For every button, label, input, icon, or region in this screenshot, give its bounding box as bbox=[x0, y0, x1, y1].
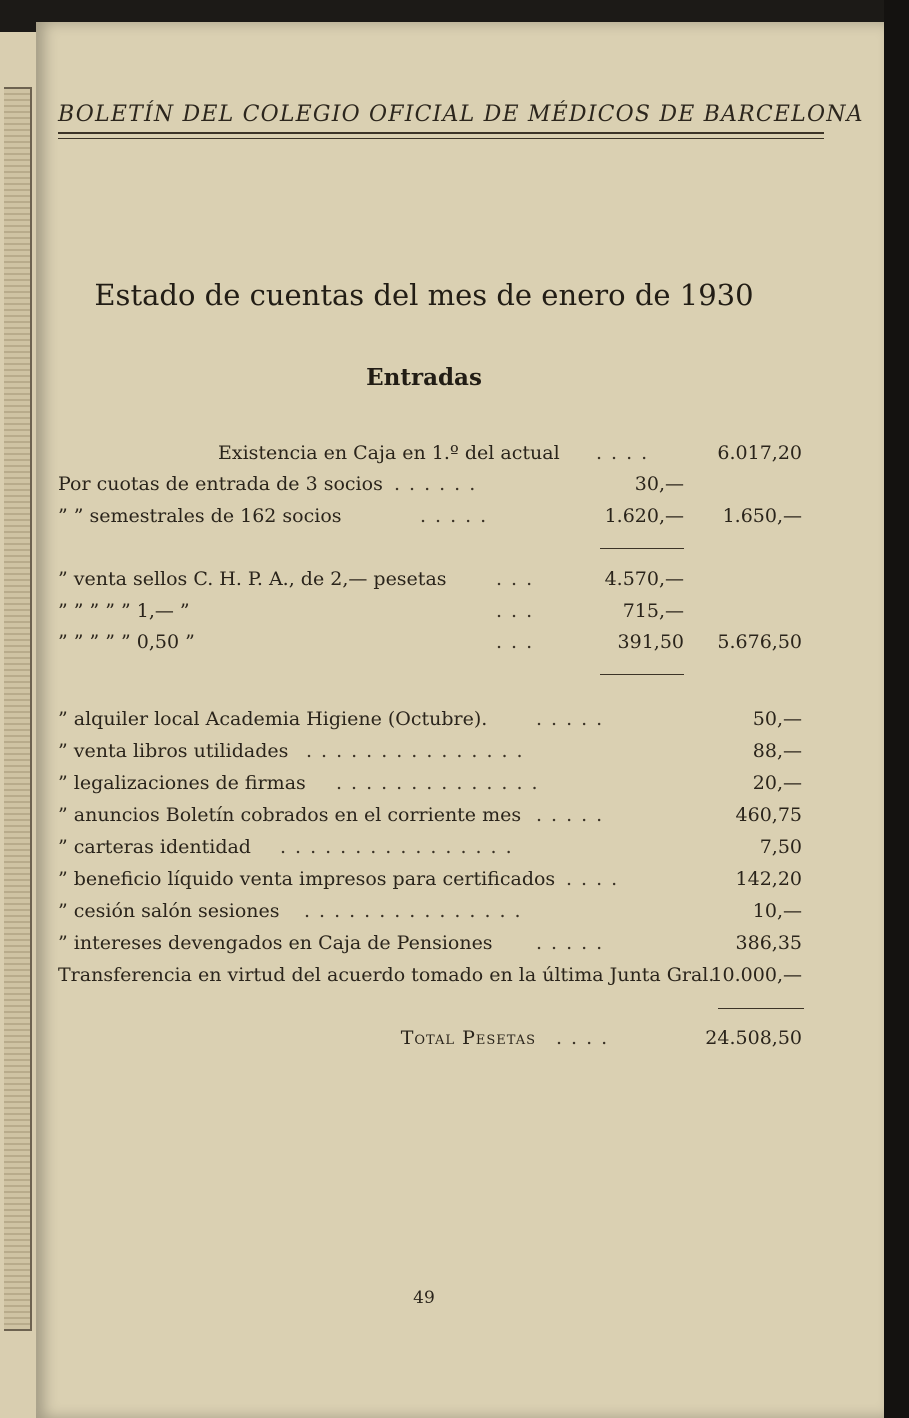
table-row bbox=[36, 932, 884, 962]
row-amount: 20,— bbox=[752, 772, 802, 794]
row-text: ” venta libros utilidades bbox=[58, 740, 289, 762]
row-amount: 7,50 bbox=[759, 836, 802, 858]
table-row bbox=[36, 442, 884, 472]
row-subtotal: 4.570,— bbox=[604, 568, 684, 590]
page-number: 49 bbox=[413, 1288, 435, 1308]
table-row bbox=[36, 708, 884, 738]
sum-line bbox=[718, 1008, 804, 1009]
table-row bbox=[36, 772, 884, 802]
table-row bbox=[36, 900, 884, 930]
leader-dots: ... bbox=[496, 631, 542, 653]
row-text: ” ” ” ” ” 1,— ” bbox=[58, 600, 190, 622]
table-row bbox=[36, 804, 884, 834]
leader-dots: ..... bbox=[536, 932, 612, 954]
row-text: ” ” semestrales de 162 socios bbox=[58, 505, 342, 527]
document-page bbox=[36, 22, 884, 1418]
journal-header: BOLETÍN DEL COLEGIO OFICIAL DE MÉDICOS DE BARCELONA bbox=[58, 102, 864, 127]
leader-dots: .... bbox=[596, 442, 657, 464]
leader-dots: ..... bbox=[536, 708, 612, 730]
leader-dots: .... bbox=[556, 1027, 617, 1049]
leader-dots: .... bbox=[566, 868, 627, 890]
table-row bbox=[36, 868, 884, 898]
leader-dots: ... bbox=[496, 568, 542, 590]
row-text: ” cesión salón sesiones bbox=[58, 900, 280, 922]
row-amount: 50,— bbox=[752, 708, 802, 730]
row-subtotal: 1.620,— bbox=[604, 505, 684, 527]
table-row bbox=[36, 836, 884, 866]
row-amount: 6.017,20 bbox=[717, 442, 802, 464]
table-row bbox=[36, 600, 884, 630]
row-text: Transferencia en virtud del acuerdo tomado en la última Junta Gral. bbox=[58, 964, 715, 986]
leader-dots: ...... bbox=[394, 473, 485, 495]
row-amount: 1.650,— bbox=[722, 505, 802, 527]
row-text: ” alquiler local Academia Higiene (Octubre). bbox=[58, 708, 488, 730]
row-text: ” beneficio líquido venta impresos para certificados bbox=[58, 868, 556, 890]
table-row bbox=[36, 964, 884, 994]
row-amount: 88,— bbox=[752, 740, 802, 762]
row-text: ” anuncios Boletín cobrados en el corriente mes bbox=[58, 804, 522, 826]
header-rule-thin bbox=[58, 138, 824, 139]
table-row bbox=[36, 631, 884, 661]
row-amount: 386,35 bbox=[735, 932, 802, 954]
row-text: Existencia en Caja en 1.º del actual bbox=[218, 442, 560, 464]
row-text: ” intereses devengados en Caja de Pensiones bbox=[58, 932, 493, 954]
leader-dots: ..... bbox=[420, 505, 496, 527]
total-amount: 24.508,50 bbox=[705, 1027, 802, 1049]
table-row bbox=[36, 740, 884, 770]
row-subtotal: 30,— bbox=[634, 473, 684, 495]
table-row bbox=[36, 473, 884, 503]
total-label: Total Pesetas bbox=[400, 1027, 536, 1049]
page-title: Estado de cuentas del mes de enero de 1930 bbox=[94, 278, 754, 312]
leader-dots: ............... bbox=[304, 900, 530, 922]
leader-dots: ... bbox=[496, 600, 542, 622]
leader-dots: ................ bbox=[280, 836, 521, 858]
header-rule bbox=[58, 132, 824, 134]
table-row bbox=[36, 568, 884, 598]
row-amount: 10.000,— bbox=[710, 964, 802, 986]
row-text: ” venta sellos C. H. P. A., de 2,— pesetas bbox=[58, 568, 447, 590]
scan-background bbox=[884, 0, 909, 1418]
total-row bbox=[36, 1027, 884, 1057]
row-text: ” carteras identidad bbox=[58, 836, 251, 858]
row-amount: 5.676,50 bbox=[717, 631, 802, 653]
leader-dots: .............. bbox=[336, 772, 547, 794]
row-amount: 10,— bbox=[752, 900, 802, 922]
leader-dots: ..... bbox=[536, 804, 612, 826]
row-text: ” ” ” ” ” 0,50 ” bbox=[58, 631, 195, 653]
row-text: ” legalizaciones de firmas bbox=[58, 772, 306, 794]
row-subtotal: 391,50 bbox=[617, 631, 684, 653]
table-row bbox=[36, 505, 884, 535]
previous-page-edge bbox=[0, 32, 36, 1418]
row-subtotal: 715,— bbox=[622, 600, 684, 622]
row-text: Por cuotas de entrada de 3 socios bbox=[58, 473, 383, 495]
decorative-border bbox=[4, 87, 32, 1331]
row-amount: 460,75 bbox=[735, 804, 802, 826]
section-title: Entradas bbox=[366, 364, 482, 391]
leader-dots: ............... bbox=[306, 740, 532, 762]
sum-line bbox=[600, 674, 684, 675]
sum-line bbox=[600, 548, 684, 549]
row-amount: 142,20 bbox=[735, 868, 802, 890]
